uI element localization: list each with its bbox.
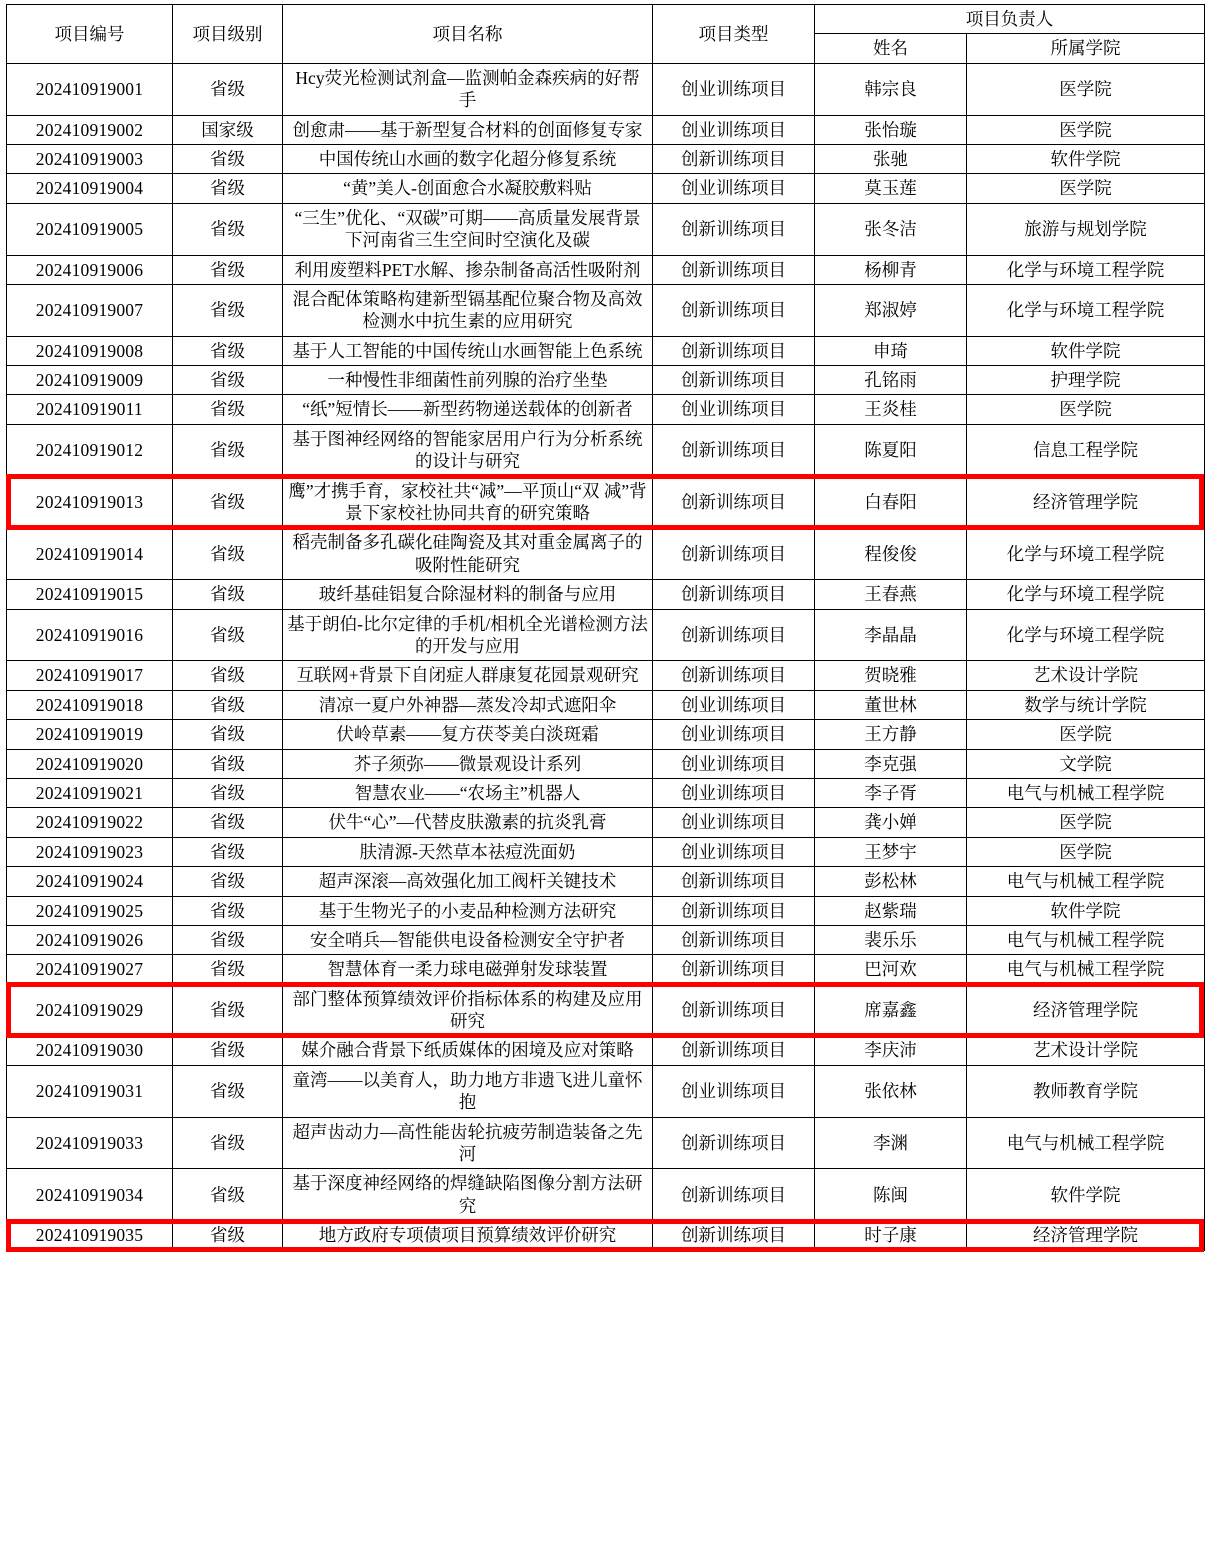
cell-leader-college: 软件学院 bbox=[967, 144, 1205, 173]
cell-leader-name: 张怡璇 bbox=[815, 115, 967, 144]
table-row bbox=[7, 174, 1205, 203]
cell-leader-college: 信息工程学院 bbox=[967, 424, 1205, 476]
header-name: 项目名称 bbox=[283, 5, 653, 64]
cell-leader-name: 孔铭雨 bbox=[815, 366, 967, 395]
cell-project-type: 创新训练项目 bbox=[653, 896, 815, 925]
cell-leader-name: 程俊俊 bbox=[815, 528, 967, 580]
cell-leader-college: 护理学院 bbox=[967, 366, 1205, 395]
cell-project-level: 省级 bbox=[173, 144, 283, 173]
cell-leader-name: 李庆沛 bbox=[815, 1036, 967, 1065]
cell-project-level: 省级 bbox=[173, 867, 283, 896]
cell-leader-college: 化学与环境工程学院 bbox=[967, 580, 1205, 609]
cell-leader-college: 电气与机械工程学院 bbox=[967, 778, 1205, 807]
cell-project-number: 202410919025 bbox=[7, 896, 173, 925]
table-row bbox=[7, 144, 1205, 173]
cell-project-level: 省级 bbox=[173, 63, 283, 115]
cell-project-name: 基于深度神经网络的焊缝缺陷图像分割方法研究 bbox=[283, 1169, 653, 1221]
table-row bbox=[7, 528, 1205, 580]
cell-project-type: 创业训练项目 bbox=[653, 778, 815, 807]
table-row bbox=[7, 336, 1205, 365]
cell-project-number: 202410919035 bbox=[7, 1221, 173, 1250]
cell-project-name: 基于图神经网络的智能家居用户行为分析系统的设计与研究 bbox=[283, 424, 653, 476]
cell-project-name: 媒介融合背景下纸质媒体的困境及应对策略 bbox=[283, 1036, 653, 1065]
cell-project-name: 智慧农业——“农场主”机器人 bbox=[283, 778, 653, 807]
cell-leader-college: 电气与机械工程学院 bbox=[967, 1117, 1205, 1169]
cell-project-level: 省级 bbox=[173, 476, 283, 528]
cell-project-type: 创新训练项目 bbox=[653, 984, 815, 1036]
cell-project-level: 省级 bbox=[173, 366, 283, 395]
cell-leader-college: 经济管理学院 bbox=[967, 984, 1205, 1036]
cell-project-level: 省级 bbox=[173, 1065, 283, 1117]
cell-project-type: 创新训练项目 bbox=[653, 476, 815, 528]
header-leader-group: 项目负责人 bbox=[815, 5, 1205, 34]
cell-project-type: 创新训练项目 bbox=[653, 144, 815, 173]
cell-project-type: 创业训练项目 bbox=[653, 690, 815, 719]
table-row bbox=[7, 1221, 1205, 1250]
cell-project-number: 202410919026 bbox=[7, 925, 173, 954]
cell-project-name: 伏牛“心”—代替皮肤激素的抗炎乳膏 bbox=[283, 808, 653, 837]
cell-leader-college: 化学与环境工程学院 bbox=[967, 609, 1205, 661]
cell-project-name: 中国传统山水画的数字化超分修复系统 bbox=[283, 144, 653, 173]
cell-leader-name: 杨柳青 bbox=[815, 255, 967, 284]
cell-project-type: 创新训练项目 bbox=[653, 661, 815, 690]
cell-project-name: “纸”短情长——新型药物递送载体的创新者 bbox=[283, 395, 653, 424]
cell-project-number: 202410919003 bbox=[7, 144, 173, 173]
cell-project-level: 省级 bbox=[173, 808, 283, 837]
cell-leader-college: 软件学院 bbox=[967, 1169, 1205, 1221]
cell-project-type: 创业训练项目 bbox=[653, 808, 815, 837]
cell-leader-name: 李晶晶 bbox=[815, 609, 967, 661]
table-row bbox=[7, 1169, 1205, 1221]
cell-project-number: 202410919020 bbox=[7, 749, 173, 778]
cell-leader-name: 时子康 bbox=[815, 1221, 967, 1250]
cell-leader-name: 陈闽 bbox=[815, 1169, 967, 1221]
cell-project-name: 童湾——以美育人，助力地方非遗飞进儿童怀抱 bbox=[283, 1065, 653, 1117]
cell-project-name: “三生”优化、“双碳”可期——高质量发展背景下河南省三生空间时空演化及碳 bbox=[283, 203, 653, 255]
cell-project-name: 安全哨兵—智能供电设备检测安全守护者 bbox=[283, 925, 653, 954]
table-row bbox=[7, 955, 1205, 984]
cell-project-name: 芥子须弥——微景观设计系列 bbox=[283, 749, 653, 778]
cell-project-level: 省级 bbox=[173, 1036, 283, 1065]
cell-project-type: 创新训练项目 bbox=[653, 867, 815, 896]
table-row bbox=[7, 896, 1205, 925]
cell-project-level: 省级 bbox=[173, 1169, 283, 1221]
cell-project-name: 基于朗伯-比尔定律的手机/相机全光谱检测方法的开发与应用 bbox=[283, 609, 653, 661]
table-row bbox=[7, 984, 1205, 1036]
cell-leader-name: 陈夏阳 bbox=[815, 424, 967, 476]
table-row bbox=[7, 661, 1205, 690]
cell-project-level: 省级 bbox=[173, 336, 283, 365]
cell-project-number: 202410919021 bbox=[7, 778, 173, 807]
table-row bbox=[7, 63, 1205, 115]
cell-project-type: 创业训练项目 bbox=[653, 837, 815, 866]
table-row bbox=[7, 749, 1205, 778]
cell-project-level: 省级 bbox=[173, 690, 283, 719]
cell-project-name: 基于人工智能的中国传统山水画智能上色系统 bbox=[283, 336, 653, 365]
cell-leader-name: 李子胥 bbox=[815, 778, 967, 807]
cell-leader-college: 旅游与规划学院 bbox=[967, 203, 1205, 255]
cell-leader-college: 化学与环境工程学院 bbox=[967, 255, 1205, 284]
cell-project-level: 省级 bbox=[173, 925, 283, 954]
cell-project-name: 肤清源-天然草本祛痘洗面奶 bbox=[283, 837, 653, 866]
table-row bbox=[7, 720, 1205, 749]
cell-project-number: 202410919019 bbox=[7, 720, 173, 749]
cell-project-number: 202410919033 bbox=[7, 1117, 173, 1169]
table-row bbox=[7, 1036, 1205, 1065]
cell-project-name: 伏岭草素——复方茯苓美白淡斑霜 bbox=[283, 720, 653, 749]
cell-project-number: 202410919022 bbox=[7, 808, 173, 837]
table-row bbox=[7, 609, 1205, 661]
cell-project-name: 互联网+背景下自闭症人群康复花园景观研究 bbox=[283, 661, 653, 690]
cell-leader-name: 王春燕 bbox=[815, 580, 967, 609]
cell-project-number: 202410919023 bbox=[7, 837, 173, 866]
cell-leader-name: 贺晓雅 bbox=[815, 661, 967, 690]
cell-project-name: 玻纤基硅铝复合除湿材料的制备与应用 bbox=[283, 580, 653, 609]
cell-leader-college: 医学院 bbox=[967, 720, 1205, 749]
cell-leader-college: 艺术设计学院 bbox=[967, 661, 1205, 690]
cell-leader-name: 王炎桂 bbox=[815, 395, 967, 424]
header-leader-college: 所属学院 bbox=[967, 34, 1205, 63]
table-row bbox=[7, 778, 1205, 807]
cell-project-name: 一种慢性非细菌性前列腺的治疗坐垫 bbox=[283, 366, 653, 395]
cell-project-type: 创新训练项目 bbox=[653, 424, 815, 476]
cell-project-level: 省级 bbox=[173, 984, 283, 1036]
cell-project-number: 202410919029 bbox=[7, 984, 173, 1036]
cell-leader-name: 巴河欢 bbox=[815, 955, 967, 984]
cell-project-type: 创新训练项目 bbox=[653, 1036, 815, 1065]
cell-project-number: 202410919001 bbox=[7, 63, 173, 115]
header-row-1 bbox=[7, 5, 1205, 34]
cell-project-name: 超声齿动力—高性能齿轮抗疲劳制造装备之先河 bbox=[283, 1117, 653, 1169]
cell-project-number: 202410919030 bbox=[7, 1036, 173, 1065]
cell-leader-name: 李渊 bbox=[815, 1117, 967, 1169]
cell-leader-college: 经济管理学院 bbox=[967, 1221, 1205, 1250]
cell-project-name: Hcy荧光检测试剂盒—监测帕金森疾病的好帮手 bbox=[283, 63, 653, 115]
cell-project-name: 利用废塑料PET水解、掺杂制备高活性吸附剂 bbox=[283, 255, 653, 284]
cell-leader-name: 白春阳 bbox=[815, 476, 967, 528]
cell-leader-college: 软件学院 bbox=[967, 336, 1205, 365]
cell-leader-college: 化学与环境工程学院 bbox=[967, 284, 1205, 336]
cell-project-name: 部门整体预算绩效评价指标体系的构建及应用研究 bbox=[283, 984, 653, 1036]
cell-leader-college: 化学与环境工程学院 bbox=[967, 528, 1205, 580]
cell-project-name: 清凉一夏户外神器—蒸发冷却式遮阳伞 bbox=[283, 690, 653, 719]
cell-project-number: 202410919011 bbox=[7, 395, 173, 424]
cell-project-type: 创业训练项目 bbox=[653, 720, 815, 749]
cell-leader-college: 医学院 bbox=[967, 174, 1205, 203]
cell-project-number: 202410919016 bbox=[7, 609, 173, 661]
cell-project-name: 地方政府专项债项目预算绩效评价研究 bbox=[283, 1221, 653, 1250]
cell-project-number: 202410919015 bbox=[7, 580, 173, 609]
cell-leader-name: 席嘉鑫 bbox=[815, 984, 967, 1036]
cell-project-level: 省级 bbox=[173, 749, 283, 778]
cell-leader-name: 王方静 bbox=[815, 720, 967, 749]
cell-project-type: 创新训练项目 bbox=[653, 255, 815, 284]
header-number: 项目编号 bbox=[7, 5, 173, 64]
cell-leader-college: 教师教育学院 bbox=[967, 1065, 1205, 1117]
cell-leader-college: 电气与机械工程学院 bbox=[967, 867, 1205, 896]
table-row bbox=[7, 424, 1205, 476]
cell-project-name: “黄”美人-创面愈合水凝胶敷料贴 bbox=[283, 174, 653, 203]
cell-project-number: 202410919024 bbox=[7, 867, 173, 896]
cell-project-type: 创新训练项目 bbox=[653, 580, 815, 609]
header-leader-name: 姓名 bbox=[815, 34, 967, 63]
cell-leader-name: 张冬洁 bbox=[815, 203, 967, 255]
cell-project-type: 创新训练项目 bbox=[653, 528, 815, 580]
cell-leader-name: 彭松林 bbox=[815, 867, 967, 896]
cell-project-level: 省级 bbox=[173, 1117, 283, 1169]
cell-project-level: 国家级 bbox=[173, 115, 283, 144]
cell-leader-college: 医学院 bbox=[967, 115, 1205, 144]
cell-leader-name: 裴乐乐 bbox=[815, 925, 967, 954]
cell-project-type: 创新训练项目 bbox=[653, 609, 815, 661]
table-row bbox=[7, 925, 1205, 954]
cell-project-level: 省级 bbox=[173, 896, 283, 925]
cell-project-level: 省级 bbox=[173, 661, 283, 690]
cell-project-level: 省级 bbox=[173, 1221, 283, 1250]
cell-leader-name: 张依林 bbox=[815, 1065, 967, 1117]
table-row bbox=[7, 837, 1205, 866]
cell-project-number: 202410919006 bbox=[7, 255, 173, 284]
cell-project-level: 省级 bbox=[173, 203, 283, 255]
cell-leader-college: 数学与统计学院 bbox=[967, 690, 1205, 719]
cell-leader-college: 医学院 bbox=[967, 395, 1205, 424]
cell-project-type: 创新训练项目 bbox=[653, 955, 815, 984]
cell-project-type: 创业训练项目 bbox=[653, 1065, 815, 1117]
cell-leader-college: 医学院 bbox=[967, 63, 1205, 115]
cell-project-type: 创业训练项目 bbox=[653, 749, 815, 778]
cell-project-number: 202410919005 bbox=[7, 203, 173, 255]
cell-project-name: 混合配体策略构建新型镉基配位聚合物及高效检测水中抗生素的应用研究 bbox=[283, 284, 653, 336]
table-header bbox=[7, 5, 1205, 64]
table-row bbox=[7, 476, 1205, 528]
cell-leader-college: 医学院 bbox=[967, 808, 1205, 837]
cell-project-type: 创业训练项目 bbox=[653, 115, 815, 144]
cell-leader-college: 电气与机械工程学院 bbox=[967, 925, 1205, 954]
cell-project-name: 基于生物光子的小麦品种检测方法研究 bbox=[283, 896, 653, 925]
cell-project-type: 创新训练项目 bbox=[653, 366, 815, 395]
cell-leader-name: 董世林 bbox=[815, 690, 967, 719]
table-row bbox=[7, 580, 1205, 609]
table-row bbox=[7, 867, 1205, 896]
cell-leader-name: 郑淑婷 bbox=[815, 284, 967, 336]
cell-project-level: 省级 bbox=[173, 284, 283, 336]
cell-leader-college: 艺术设计学院 bbox=[967, 1036, 1205, 1065]
cell-project-number: 202410919031 bbox=[7, 1065, 173, 1117]
cell-project-type: 创业训练项目 bbox=[653, 63, 815, 115]
cell-project-level: 省级 bbox=[173, 580, 283, 609]
cell-leader-name: 韩宗良 bbox=[815, 63, 967, 115]
cell-leader-college: 文学院 bbox=[967, 749, 1205, 778]
cell-project-level: 省级 bbox=[173, 255, 283, 284]
cell-project-name: 鹰”才携手育，家校社共“减”—平顶山“双 减”背景下家校社协同共育的研究策略 bbox=[283, 476, 653, 528]
cell-project-type: 创新训练项目 bbox=[653, 1169, 815, 1221]
projects-table bbox=[6, 4, 1205, 1251]
cell-project-number: 202410919002 bbox=[7, 115, 173, 144]
cell-project-number: 202410919004 bbox=[7, 174, 173, 203]
table-row bbox=[7, 203, 1205, 255]
cell-project-level: 省级 bbox=[173, 528, 283, 580]
cell-leader-college: 软件学院 bbox=[967, 896, 1205, 925]
cell-project-number: 202410919027 bbox=[7, 955, 173, 984]
cell-leader-name: 申琦 bbox=[815, 336, 967, 365]
cell-project-type: 创新训练项目 bbox=[653, 284, 815, 336]
cell-leader-college: 医学院 bbox=[967, 837, 1205, 866]
cell-project-name: 创愈肃——基于新型复合材料的创面修复专家 bbox=[283, 115, 653, 144]
table-row bbox=[7, 690, 1205, 719]
table-row bbox=[7, 284, 1205, 336]
cell-project-level: 省级 bbox=[173, 424, 283, 476]
cell-leader-college: 经济管理学院 bbox=[967, 476, 1205, 528]
cell-project-name: 智慧体育一柔力球电磁弹射发球装置 bbox=[283, 955, 653, 984]
cell-project-level: 省级 bbox=[173, 174, 283, 203]
cell-project-number: 202410919008 bbox=[7, 336, 173, 365]
cell-leader-name: 李克强 bbox=[815, 749, 967, 778]
cell-leader-name: 龚小婵 bbox=[815, 808, 967, 837]
cell-project-level: 省级 bbox=[173, 609, 283, 661]
cell-project-type: 创新训练项目 bbox=[653, 336, 815, 365]
table-row bbox=[7, 1117, 1205, 1169]
cell-leader-name: 张驰 bbox=[815, 144, 967, 173]
cell-project-type: 创新训练项目 bbox=[653, 1117, 815, 1169]
cell-project-name: 超声深滚—高效强化加工阀杆关键技术 bbox=[283, 867, 653, 896]
cell-project-type: 创新训练项目 bbox=[653, 925, 815, 954]
cell-project-number: 202410919009 bbox=[7, 366, 173, 395]
cell-project-level: 省级 bbox=[173, 955, 283, 984]
cell-project-name: 稻壳制备多孔碳化硅陶瓷及其对重金属离子的吸附性能研究 bbox=[283, 528, 653, 580]
table-row bbox=[7, 115, 1205, 144]
cell-leader-name: 莫玉莲 bbox=[815, 174, 967, 203]
cell-project-level: 省级 bbox=[173, 778, 283, 807]
cell-leader-name: 赵紫瑞 bbox=[815, 896, 967, 925]
cell-project-number: 202410919014 bbox=[7, 528, 173, 580]
cell-project-type: 创业训练项目 bbox=[653, 395, 815, 424]
table-row bbox=[7, 395, 1205, 424]
cell-project-type: 创业训练项目 bbox=[653, 174, 815, 203]
table-row bbox=[7, 255, 1205, 284]
cell-leader-college: 电气与机械工程学院 bbox=[967, 955, 1205, 984]
cell-project-number: 202410919012 bbox=[7, 424, 173, 476]
cell-project-level: 省级 bbox=[173, 837, 283, 866]
header-level: 项目级别 bbox=[173, 5, 283, 64]
cell-project-level: 省级 bbox=[173, 395, 283, 424]
table-row bbox=[7, 808, 1205, 837]
cell-project-number: 202410919017 bbox=[7, 661, 173, 690]
table-row bbox=[7, 1065, 1205, 1117]
header-type: 项目类型 bbox=[653, 5, 815, 64]
cell-project-number: 202410919018 bbox=[7, 690, 173, 719]
table-body bbox=[7, 63, 1205, 1250]
cell-project-type: 创新训练项目 bbox=[653, 203, 815, 255]
cell-project-type: 创新训练项目 bbox=[653, 1221, 815, 1250]
cell-project-number: 202410919034 bbox=[7, 1169, 173, 1221]
cell-project-number: 202410919007 bbox=[7, 284, 173, 336]
cell-leader-name: 王梦宇 bbox=[815, 837, 967, 866]
cell-project-number: 202410919013 bbox=[7, 476, 173, 528]
cell-project-level: 省级 bbox=[173, 720, 283, 749]
table-row bbox=[7, 366, 1205, 395]
